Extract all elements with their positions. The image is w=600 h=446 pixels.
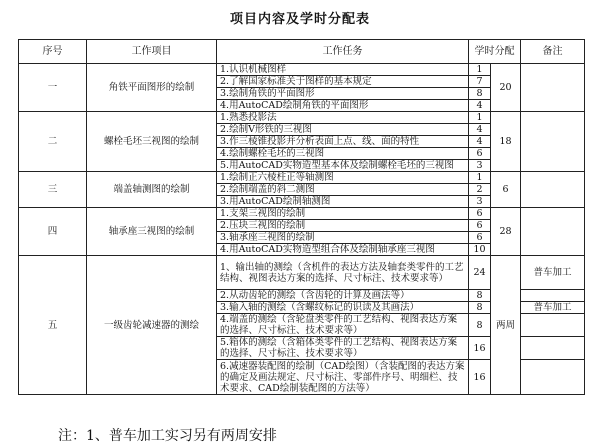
task-remark <box>521 290 585 302</box>
task-text: 1.熟悉投影法 <box>217 112 469 124</box>
header-project: 工作项目 <box>87 40 217 64</box>
project-total: 28 <box>491 208 521 256</box>
task-hours: 8 <box>469 290 491 302</box>
task-text: 3.作三棱锥投影并分析表面上点、线、面的特性 <box>217 136 469 148</box>
project-total: 两周 <box>491 256 521 395</box>
header-remark: 备注 <box>521 40 585 64</box>
task-text: 2.压块三视图的绘制 <box>217 220 469 232</box>
task-hours: 4 <box>469 136 491 148</box>
task-hours: 8 <box>469 314 491 337</box>
header-no: 序号 <box>19 40 87 64</box>
project-no: 五 <box>19 256 87 395</box>
task-hours: 10 <box>469 244 491 256</box>
header-hours: 学时分配 <box>469 40 521 64</box>
project-no: 四 <box>19 208 87 256</box>
task-text: 6.减速器装配图的绘制（CAD绘图）（含装配图的表达方案的确定及画法规定、尺寸标注、零部件序号、明细栏、技术要求、CAD绘制装配图的方法等） <box>217 360 469 395</box>
task-hours: 4 <box>469 124 491 136</box>
page-title: 项目内容及学时分配表 <box>229 12 370 27</box>
task-hours: 3 <box>469 160 491 172</box>
task-hours: 6 <box>469 220 491 232</box>
task-hours: 6 <box>469 232 491 244</box>
task-hours: 6 <box>469 148 491 160</box>
project-total: 20 <box>491 64 521 112</box>
task-hours: 3 <box>469 196 491 208</box>
project-name: 轴承座三视图的绘制 <box>87 208 217 256</box>
task-text: 3.输入轴的测绘（含螺纹标记的识读及其画法） <box>217 302 469 314</box>
task-text: 4.绘制螺栓毛坯的三视图 <box>217 148 469 160</box>
task-text: 3.用AutoCAD绘制轴测图 <box>217 196 469 208</box>
task-remark: 普车加工 <box>521 302 585 314</box>
project-remark <box>521 172 585 208</box>
task-text: 3.绘制角铁的平面图形 <box>217 88 469 100</box>
schedule-table <box>18 39 585 395</box>
project-total: 18 <box>491 112 521 172</box>
project-name: 一级齿轮减速器的测绘 <box>87 256 217 395</box>
task-text: 1.认识机械图样 <box>217 64 469 76</box>
task-remark <box>521 360 585 395</box>
task-text: 2.绘制V形铁的三视图 <box>217 124 469 136</box>
project-remark <box>521 208 585 256</box>
project-name: 端盖轴测图的绘制 <box>87 172 217 208</box>
task-hours: 4 <box>469 100 491 112</box>
table-row <box>19 208 585 220</box>
table-row <box>19 172 585 184</box>
task-hours: 16 <box>469 360 491 395</box>
project-name: 角铁平面图形的绘制 <box>87 64 217 112</box>
project-total: 6 <box>491 172 521 208</box>
task-text: 2.从动齿轮的测绘（含齿轮的计算及画法等） <box>217 290 469 302</box>
task-hours: 24 <box>469 256 491 290</box>
project-name: 螺栓毛坯三视图的绘制 <box>87 112 217 172</box>
footnote: 注：1、普车加工实习另有两周安排 <box>58 428 277 444</box>
task-hours: 16 <box>469 337 491 360</box>
task-text: 2.绘制端盖的斜二测图 <box>217 184 469 196</box>
project-no: 二 <box>19 112 87 172</box>
task-text: 4.用AutoCAD绘制角铁的平面图形 <box>217 100 469 112</box>
task-text: 5.箱体的测绘（含箱体类零件的工艺结构、视图表达方案的选择、尺寸标注、技术要求等） <box>217 337 469 360</box>
project-no: 三 <box>19 172 87 208</box>
table-row <box>19 112 585 124</box>
task-hours: 7 <box>469 76 491 88</box>
task-hours: 8 <box>469 88 491 100</box>
task-hours: 8 <box>469 302 491 314</box>
task-text: 4.端盖的测绘（含轮盘类零件的工艺结构、视图表达方案的选择、尺寸标注、技术要求等） <box>217 314 469 337</box>
task-remark <box>521 337 585 360</box>
table-row <box>19 64 585 76</box>
task-text: 4.用AutoCAD实物造型组合体及绘制轴承座三视图 <box>217 244 469 256</box>
task-remark: 普车加工 <box>521 256 585 290</box>
task-text: 1.绘制正六棱柱正等轴测图 <box>217 172 469 184</box>
header-task: 工作任务 <box>217 40 469 64</box>
task-hours: 1 <box>469 112 491 124</box>
task-hours: 1 <box>469 172 491 184</box>
task-text: 3.轴承座三视图的绘制 <box>217 232 469 244</box>
task-hours: 1 <box>469 64 491 76</box>
task-text: 5.用AutoCAD实物造型基本体及绘制螺栓毛坯的三视图 <box>217 160 469 172</box>
task-remark <box>521 314 585 337</box>
project-no: 一 <box>19 64 87 112</box>
task-hours: 2 <box>469 184 491 196</box>
task-text: 1.支架三视图的绘制 <box>217 208 469 220</box>
project-remark <box>521 64 585 112</box>
task-text: 2.了解国家标准关于图样的基本规定 <box>217 76 469 88</box>
table-header-row <box>19 40 585 64</box>
project-remark <box>521 112 585 172</box>
task-hours: 6 <box>469 208 491 220</box>
table-row <box>19 256 585 290</box>
task-text: 1、输出轴的测绘（含机件的表达方法及轴套类零件的工艺结构、视图表达方案的选择、尺寸标注、技术要求等） <box>217 256 469 290</box>
